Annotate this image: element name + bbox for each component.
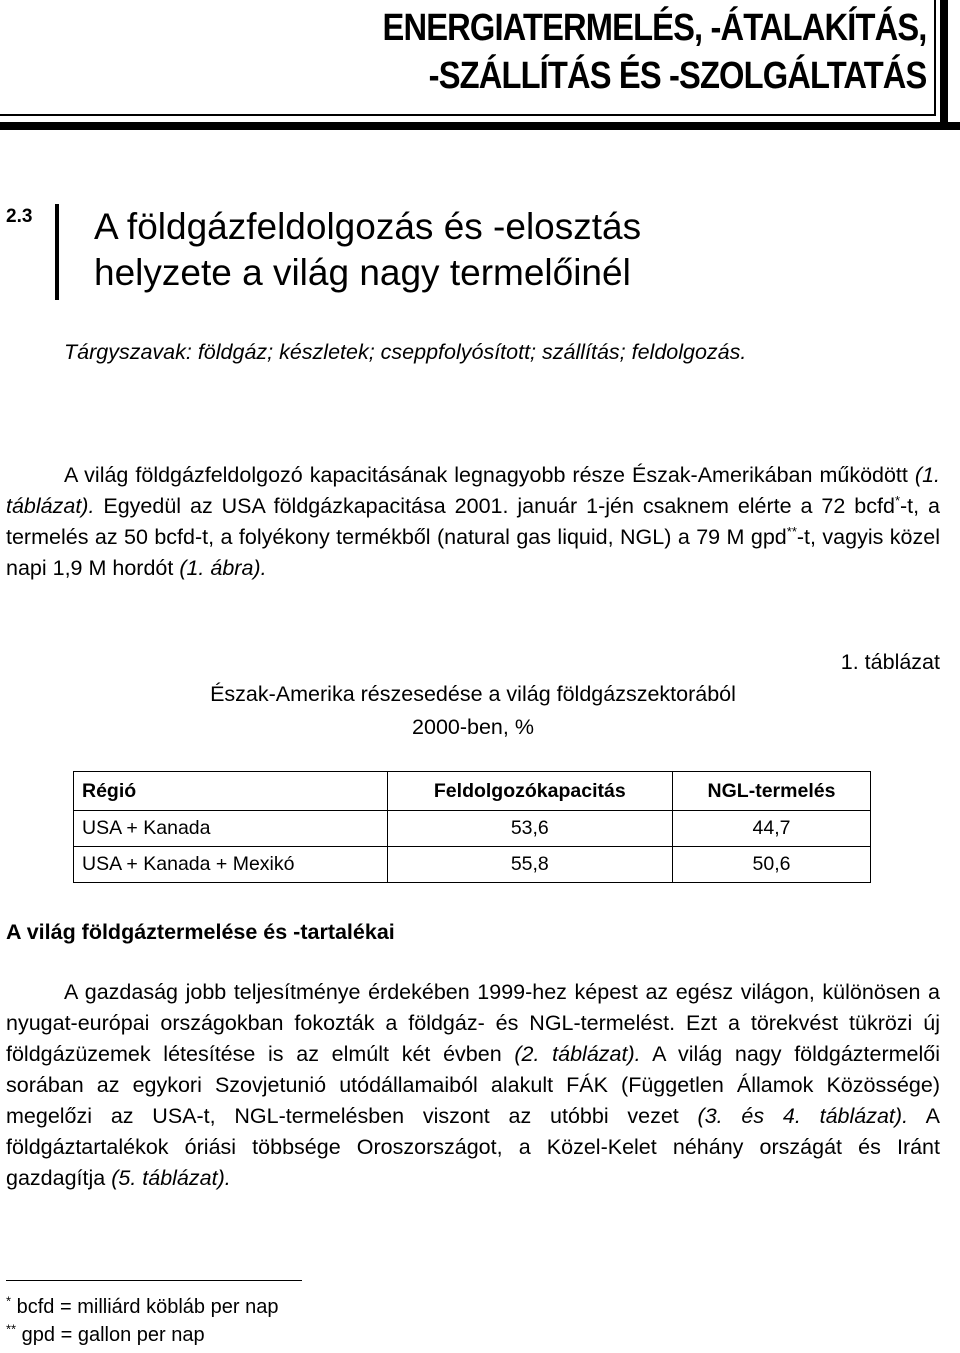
footnote-marker: *: [894, 492, 900, 508]
table-cell: 55,8: [387, 847, 672, 883]
article-title: A földgázfeldolgozás és -elosztás helyzete a világ nagy termelőinél: [94, 206, 642, 293]
table-cell: 44,7: [672, 811, 870, 847]
table-header-row: [74, 772, 871, 811]
footnote: ** gpd = gallon per nap: [6, 1321, 205, 1346]
intro-paragraph: A világ földgázfeldolgozó kapacitásának legnagyobb része Észak-Amerikában működött (1. táblázat). Egyedül az USA földgázkapacitása 2001. január 1-jén csaknem elérte a 72 bcfd*-t, a termelés az 50 bcfd-t, a folyékony termékből (natural gas liquid, NGL) a 79 M gpd**-t, vagyis közel napi 1,9 M hordót (1. ábra).: [6, 463, 941, 580]
column-header: NGL-termelés: [672, 772, 870, 811]
column-header: Régió: [74, 772, 388, 811]
keywords: Tárgyszavak: földgáz; készletek; cseppfolyósított; szállítás; feldolgozás.: [64, 340, 747, 364]
footnote-marker: **: [786, 523, 797, 539]
table-reference: (5. táblázat).: [111, 1166, 231, 1190]
section-number: 2.3: [6, 206, 33, 227]
table-label: 1. táblázat: [840, 650, 940, 674]
table-row: [74, 811, 871, 847]
column-header: Feldolgozókapacitás: [387, 772, 672, 811]
section-subheading: A világ földgáztermelése és -tartalékai: [6, 920, 395, 944]
figure-reference: (1. ábra).: [179, 556, 267, 580]
footnote-marker: **: [6, 1321, 17, 1337]
table-cell: 53,6: [387, 811, 672, 847]
running-header: [0, 0, 960, 122]
header-rule-vertical-thick: [940, 0, 948, 122]
table-cell: 50,6: [672, 847, 870, 883]
footnote-separator: [6, 1280, 302, 1281]
table-reference: (2. táblázat).: [514, 1042, 641, 1066]
header-rule-vertical-thin: [934, 0, 936, 116]
table-reference: (1. táblázat).: [6, 463, 940, 518]
running-header-title: ENERGIATERMELÉS, -ÁTALAKÍTÁS, -SZÁLLÍTÁS ÉS -SZOLGÁLTATÁS: [382, 7, 926, 97]
table-row: [74, 847, 871, 883]
footnote: * bcfd = milliárd köbláb per nap: [6, 1293, 279, 1318]
section-divider: [55, 204, 59, 300]
table-caption: Észak-Amerika részesedése a világ földgázszektorából 2000-ben, %: [210, 682, 736, 739]
body-paragraph: A gazdaság jobb teljesítménye érdekében 1999-hez képest az egész világon, különösen a nyugat-európai országokban fokozták a földgáz- és NGL-termelést. Ezt a törekvést tükrözi új földgázüzemek létesítése is az elmúlt két évben (2. táblázat). A világ nagy földgáztermelői sorában az egykori Szovjetunió utódállamaiból alakult FÁK (Független Államok Közössége) megelőzi az USA-t, NGL-termelésben viszont az utóbbi vezet (3. és 4. táblázat). A földgáztartalékok óriási többsége Oroszországot, a Közel-Kelet néhány országát és Iránt gazdagítja (5. táblázat).: [6, 980, 941, 1190]
header-rule-horizontal-thin: [0, 114, 936, 116]
data-table: [73, 771, 871, 883]
table-cell: USA + Kanada + Mexikó: [74, 847, 388, 883]
header-rule-horizontal-thick: [0, 122, 960, 130]
table-reference: (3. és 4. táblázat).: [697, 1104, 909, 1128]
table-cell: USA + Kanada: [74, 811, 388, 847]
footnote-marker: *: [6, 1293, 12, 1309]
